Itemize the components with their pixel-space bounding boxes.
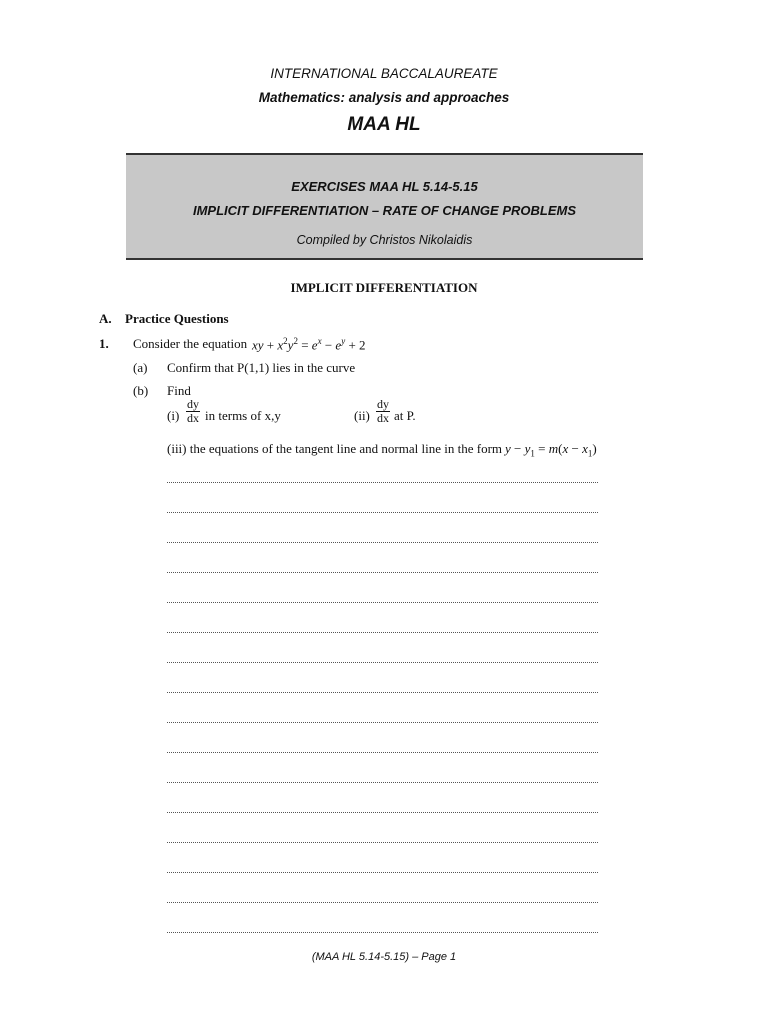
section-heading: IMPLICIT DIFFERENTIATION xyxy=(290,280,478,295)
answer-line[interactable] xyxy=(167,903,598,933)
title-banner xyxy=(126,153,643,260)
part-b-text: Find xyxy=(167,383,191,398)
fraction-denominator: dx xyxy=(187,411,199,425)
answer-line[interactable] xyxy=(167,663,598,693)
answer-line[interactable] xyxy=(167,513,598,543)
line-equation-form: $y - y_1 = m(x - x_1)$ xyxy=(505,441,597,459)
answer-line[interactable] xyxy=(167,693,598,723)
banner-subtitle: IMPLICIT DIFFERENTIATION – RATE OF CHANGE PROBLEMS xyxy=(192,203,577,218)
subpart-ii-text: at P. xyxy=(394,408,416,423)
part-label: A. xyxy=(99,311,112,326)
fraction-numerator: dy xyxy=(187,397,199,411)
part-a-text: Confirm that P(1,1) lies in the curve xyxy=(167,360,356,375)
banner-author: Compiled by Christos Nikolaidis xyxy=(296,233,473,247)
answer-line[interactable] xyxy=(167,633,598,663)
subpart-iii-text: (iii) the equations of the tangent line and normal line in the form xyxy=(167,441,503,456)
derivative-fraction xyxy=(186,398,200,427)
fraction-denominator: dx xyxy=(377,411,389,425)
question-equation: xy + $x^2y^2 = e^x - e^y + 2$ xyxy=(252,336,366,353)
banner-title: EXERCISES MAA HL 5.14-5.15 xyxy=(291,179,478,194)
answer-line[interactable] xyxy=(167,783,598,813)
header-course: MAA HL xyxy=(347,114,421,135)
part-title: Practice Questions xyxy=(125,311,229,326)
answer-lines xyxy=(167,482,598,933)
answer-line[interactable] xyxy=(167,873,598,903)
page-footer: (MAA HL 5.14-5.15) – Page 1 xyxy=(311,951,457,963)
answer-line[interactable] xyxy=(167,573,598,603)
answer-line[interactable] xyxy=(167,843,598,873)
answer-line[interactable] xyxy=(167,483,598,513)
answer-line[interactable] xyxy=(167,813,598,843)
part-b-label: (b) xyxy=(133,383,149,398)
answer-line[interactable] xyxy=(167,603,598,633)
answer-line[interactable] xyxy=(167,723,598,753)
subpart-ii-label: (ii) xyxy=(354,408,370,423)
question-intro: Consider the equation xyxy=(133,336,248,351)
answer-line[interactable] xyxy=(167,753,598,783)
question-number: 1. xyxy=(99,336,109,351)
part-a-label: (a) xyxy=(133,360,148,375)
subpart-i-text: in terms of x,y xyxy=(205,408,281,423)
header-organization: INTERNATIONAL BACCALAUREATE xyxy=(270,66,498,81)
header-subject: Mathematics: analysis and approaches xyxy=(258,90,510,105)
subpart-i-label: (i) xyxy=(167,408,180,423)
fraction-numerator: dy xyxy=(377,397,389,411)
derivative-fraction xyxy=(376,398,390,427)
answer-line[interactable] xyxy=(167,543,598,573)
